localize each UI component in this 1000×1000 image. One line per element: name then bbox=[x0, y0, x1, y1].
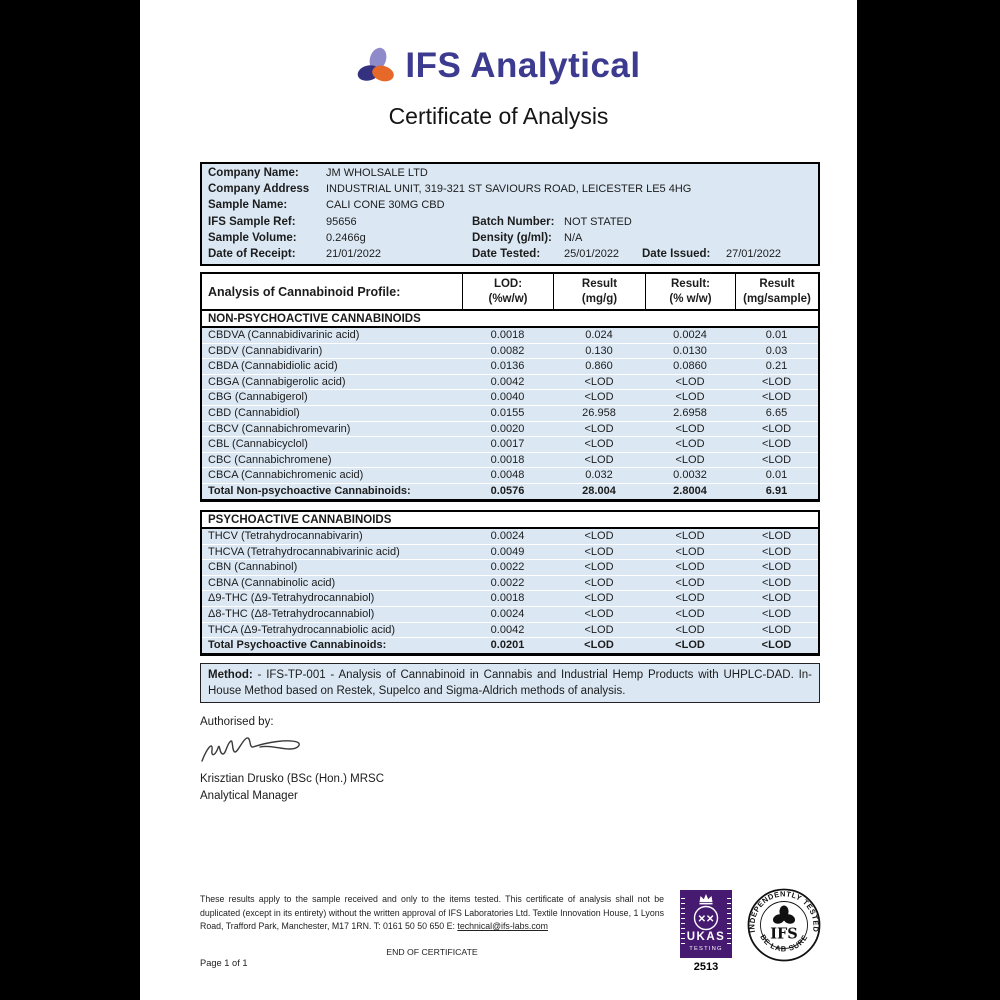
ukas-accreditation-mark bbox=[680, 890, 732, 973]
analyte-value: 0.0022 bbox=[490, 561, 525, 574]
analyte-value: <LOD bbox=[584, 453, 614, 466]
svg-text:✕✕: ✕✕ bbox=[697, 914, 715, 925]
table-row bbox=[202, 545, 818, 561]
batch-number-value: NOT STATED bbox=[564, 215, 632, 228]
analyte-value: 0.0136 bbox=[490, 360, 525, 373]
date-tested-value: 25/01/2022 bbox=[564, 248, 620, 261]
analyte-value: 0.0201 bbox=[490, 639, 525, 652]
profile-table-header bbox=[202, 274, 818, 311]
date-tested-label: Date Tested: bbox=[472, 248, 541, 261]
analyte-value: 0.032 bbox=[585, 469, 613, 482]
analyte-value: 0.01 bbox=[765, 329, 788, 341]
analyte-name: Δ8-THC (Δ8-Tetrahydrocannabiol) bbox=[208, 607, 375, 620]
date-issued-label: Date Issued: bbox=[642, 248, 711, 261]
analyte-name: THCV (Tetrahydrocannabivarin) bbox=[208, 530, 363, 542]
analyte-value: <LOD bbox=[675, 375, 705, 388]
ukas-emblem-icon bbox=[693, 905, 719, 931]
analyte-value: <LOD bbox=[675, 545, 705, 558]
analyte-value: <LOD bbox=[675, 607, 705, 620]
analyte-value: 2.6958 bbox=[673, 406, 707, 419]
table-row bbox=[202, 328, 818, 344]
analyte-value: <LOD bbox=[761, 561, 792, 574]
document-title: Certificate of Analysis bbox=[388, 103, 609, 129]
analyte-value: <LOD bbox=[761, 530, 792, 542]
table-row bbox=[202, 468, 818, 484]
analyte-name: CBN (Cannabinol) bbox=[208, 561, 298, 574]
analyte-name: CBCV (Cannabichromevarin) bbox=[208, 422, 351, 435]
analyte-value: <LOD bbox=[675, 438, 705, 451]
ifs-logo-icon bbox=[356, 46, 396, 84]
analyte-value: 0.130 bbox=[585, 344, 613, 357]
analyte-value: 0.0040 bbox=[490, 391, 525, 404]
method-box bbox=[200, 663, 820, 703]
analyte-value: 0.0576 bbox=[490, 484, 525, 497]
analyte-name: CBC (Cannabichromene) bbox=[208, 453, 332, 466]
date-issued-value: 27/01/2022 bbox=[726, 248, 782, 261]
analyte-value: <LOD bbox=[675, 530, 705, 542]
analyte-value: <LOD bbox=[761, 391, 792, 404]
analyte-value: <LOD bbox=[761, 639, 792, 652]
analyte-value: 0.0049 bbox=[490, 545, 525, 558]
analyte-value: <LOD bbox=[675, 576, 705, 589]
svg-text:INDEPENDENTLY TESTED: INDEPENDENTLY TESTED bbox=[747, 889, 821, 934]
table-row bbox=[202, 638, 818, 653]
analyte-name: CBNA (Cannabinolic acid) bbox=[208, 576, 336, 589]
analyte-value: <LOD bbox=[761, 607, 792, 620]
analyte-value: <LOD bbox=[675, 391, 705, 404]
analyte-value: <LOD bbox=[584, 576, 614, 589]
analyte-value: 0.0018 bbox=[490, 329, 525, 341]
ukas-logo bbox=[680, 890, 732, 958]
sample-name-label: Sample Name: bbox=[208, 199, 288, 212]
analyte-value: 0.0024 bbox=[490, 607, 525, 620]
analyte-value: 0.0018 bbox=[490, 592, 525, 605]
analyte-value: <LOD bbox=[584, 391, 614, 404]
analyte-name: Total Non-psychoactive Cannabinoids: bbox=[208, 484, 411, 497]
method-label: Method: bbox=[208, 669, 253, 681]
sample-ref-label: IFS Sample Ref: bbox=[208, 215, 296, 228]
table-row bbox=[202, 375, 818, 391]
ukas-text: UKAS bbox=[686, 931, 726, 943]
authorised-person bbox=[200, 771, 384, 805]
analyte-value: 0.860 bbox=[585, 360, 613, 373]
col-header-mgg: Result (mg/g) bbox=[553, 274, 645, 309]
authorised-name: Krisztian Drusko (BSc (Hon.) MRSC bbox=[200, 773, 385, 785]
analyte-value: 0.0042 bbox=[490, 375, 525, 388]
date-receipt-label: Date of Receipt: bbox=[208, 248, 296, 261]
date-receipt-value: 21/01/2022 bbox=[326, 248, 382, 261]
analyte-name: CBDV (Cannabidivarin) bbox=[208, 344, 323, 357]
analyte-value: 26.958 bbox=[582, 406, 616, 419]
analyte-value: 0.0020 bbox=[490, 422, 525, 435]
table-row bbox=[202, 607, 818, 623]
col-header-mgsample: Result (mg/sample) bbox=[735, 274, 818, 309]
crown-icon bbox=[697, 892, 715, 905]
analyte-name: CBD (Cannabidiol) bbox=[208, 406, 300, 419]
analyte-value: <LOD bbox=[584, 592, 614, 605]
table-row bbox=[202, 591, 818, 607]
sample-volume-value: 0.2466g bbox=[326, 231, 366, 244]
analyte-name: THCA (Δ9-Tetrahydrocannabiolic acid) bbox=[208, 623, 396, 636]
analyte-value: 0.0032 bbox=[673, 469, 707, 482]
section-header-psychoactive: PSYCHOACTIVE CANNABINOIDS bbox=[202, 512, 818, 529]
analyte-value: 0.01 bbox=[765, 469, 788, 482]
sample-volume-label: Sample Volume: bbox=[208, 231, 297, 244]
analyte-name: CBL (Cannabicyclol) bbox=[208, 438, 308, 451]
col-header-lod: LOD: (%w/w) bbox=[462, 274, 553, 309]
analyte-value: <LOD bbox=[584, 623, 614, 636]
analyte-name: THCVA (Tetrahydrocannabivarinic acid) bbox=[208, 545, 400, 558]
density-value: N/A bbox=[564, 231, 583, 244]
analyte-value: 0.0042 bbox=[490, 623, 525, 636]
company-name-label: Company Name: bbox=[208, 167, 299, 179]
analyte-value: 0.0082 bbox=[490, 344, 525, 357]
analyte-value: 0.0048 bbox=[490, 469, 525, 482]
sample-ref-value: 95656 bbox=[326, 215, 357, 228]
analyte-value: <LOD bbox=[584, 639, 614, 652]
analyte-value: 0.03 bbox=[765, 344, 788, 357]
analyte-value: <LOD bbox=[675, 592, 705, 605]
analyte-value: <LOD bbox=[761, 438, 792, 451]
psychoactive-table bbox=[200, 510, 820, 656]
analyte-value: <LOD bbox=[761, 453, 792, 466]
profile-title: Analysis of Cannabinoid Profile: bbox=[208, 284, 401, 299]
density-label: Density (g/ml): bbox=[472, 231, 552, 244]
ukas-number: 2513 bbox=[693, 961, 719, 973]
analyte-value: 6.65 bbox=[765, 406, 788, 419]
analyte-value: <LOD bbox=[584, 422, 614, 435]
signature-icon bbox=[198, 733, 318, 769]
analyte-value: 0.0024 bbox=[673, 329, 707, 341]
page-number: Page 1 of 1 bbox=[200, 958, 248, 968]
analyte-value: <LOD bbox=[675, 422, 705, 435]
table-row bbox=[202, 406, 818, 422]
analyte-value: 6.91 bbox=[765, 484, 788, 497]
analyte-name: CBCA (Cannabichromenic acid) bbox=[208, 469, 364, 482]
analyte-value: <LOD bbox=[675, 561, 705, 574]
analyte-name: Δ9-THC (Δ9-Tetrahydrocannabiol) bbox=[208, 592, 375, 605]
logo-text: IFS Analytical bbox=[405, 46, 641, 85]
analyte-value: <LOD bbox=[761, 422, 792, 435]
company-address-label: Company Address bbox=[208, 183, 310, 196]
table-row bbox=[202, 453, 818, 469]
ifs-analytical-logo bbox=[140, 46, 857, 86]
analyte-value: <LOD bbox=[584, 545, 614, 558]
table-row bbox=[202, 576, 818, 592]
analyte-value: 2.8004 bbox=[673, 484, 707, 497]
method-text: - IFS-TP-001 - Analysis of Cannabinoid in Cannabis and Industrial Hemp Products with UHPLC-DAD. In-House Method based on Restek, Supelco and Sigma-Aldrich methods of analysis. bbox=[208, 669, 812, 697]
company-name-value: JM WHOLSALE LTD bbox=[326, 167, 428, 179]
analyte-value: <LOD bbox=[761, 592, 792, 605]
footer-disclaimer: These results apply to the sample received and only to the items tested. This certificate of analysis shall not be duplicated (except in its entirety) without the written approval of IFS Laboratories Ltd. Textile Innovation House, 1 Lyons Road, Trafford Park, Manchester, M17 1RN. T: 0161 50 50 650 E: technical@ifs-labs.com bbox=[200, 894, 664, 932]
ifs-tested-stamp bbox=[746, 886, 822, 964]
certificate-page bbox=[140, 0, 857, 1000]
col-header-pctww: Result: (% w/w) bbox=[645, 274, 735, 309]
analyte-value: 0.0022 bbox=[490, 576, 525, 589]
table-row bbox=[202, 359, 818, 375]
psychoactive-rows bbox=[202, 529, 818, 653]
table-row bbox=[202, 560, 818, 576]
batch-number-label: Batch Number: bbox=[472, 215, 555, 228]
analyte-value: <LOD bbox=[761, 623, 792, 636]
table-row bbox=[202, 484, 818, 499]
table-row bbox=[202, 344, 818, 360]
analyte-value: <LOD bbox=[584, 375, 614, 388]
analyte-value: 0.024 bbox=[585, 329, 613, 341]
nonpsychoactive-rows bbox=[202, 328, 818, 499]
company-info-table bbox=[200, 162, 820, 266]
ukas-testing-text: TESTING bbox=[689, 946, 723, 952]
svg-text:IFS: IFS bbox=[770, 925, 798, 943]
analyte-name: Total Psychoactive Cannabinoids: bbox=[208, 639, 387, 652]
table-row bbox=[202, 437, 818, 453]
analyte-value: 0.0024 bbox=[490, 530, 525, 542]
sample-name-value: CALI CONE 30MG CBD bbox=[326, 199, 445, 212]
analyte-value: <LOD bbox=[761, 545, 792, 558]
analyte-value: <LOD bbox=[675, 623, 705, 636]
section-header-nonpsychoactive: NON-PSYCHOACTIVE CANNABINOIDS bbox=[202, 311, 818, 328]
analyte-value: <LOD bbox=[675, 453, 705, 466]
authorised-role: Analytical Manager bbox=[200, 790, 298, 802]
analyte-name: CBGA (Cannabigerolic acid) bbox=[208, 375, 346, 388]
analyte-value: 0.0155 bbox=[490, 406, 525, 419]
analyte-value: 0.0130 bbox=[673, 344, 707, 357]
analyte-value: <LOD bbox=[761, 375, 792, 388]
analyte-value: <LOD bbox=[584, 530, 614, 542]
table-row bbox=[202, 529, 818, 545]
analyte-name: CBDA (Cannabidiolic acid) bbox=[208, 360, 338, 373]
analyte-value: 0.21 bbox=[765, 360, 788, 373]
analyte-value: <LOD bbox=[761, 576, 792, 589]
technical-email-link[interactable]: technical@ifs-labs.com bbox=[457, 921, 548, 932]
analyte-value: 28.004 bbox=[582, 484, 616, 497]
analyte-name: CBDVA (Cannabidivarinic acid) bbox=[208, 329, 360, 341]
analyte-name: CBG (Cannabigerol) bbox=[208, 391, 308, 404]
table-row bbox=[202, 390, 818, 406]
table-row bbox=[202, 623, 818, 639]
cannabinoid-profile-table bbox=[200, 272, 820, 502]
table-row bbox=[202, 422, 818, 438]
analyte-value: <LOD bbox=[584, 561, 614, 574]
svg-text:BE LAB SURE: BE LAB SURE bbox=[758, 932, 810, 954]
authorised-by-label: Authorised by: bbox=[200, 716, 274, 728]
analyte-value: 0.0017 bbox=[490, 438, 525, 451]
analyte-value: 0.0018 bbox=[490, 453, 525, 466]
analyte-value: <LOD bbox=[584, 438, 614, 451]
analyte-value: <LOD bbox=[675, 639, 705, 652]
company-address-value: INDUSTRIAL UNIT, 319-321 ST SAVIOURS ROAD, LEICESTER LE5 4HG bbox=[326, 183, 692, 196]
analyte-value: 0.0860 bbox=[673, 360, 707, 373]
analyte-value: <LOD bbox=[584, 607, 614, 620]
end-of-certificate: END OF CERTIFICATE bbox=[386, 947, 478, 957]
